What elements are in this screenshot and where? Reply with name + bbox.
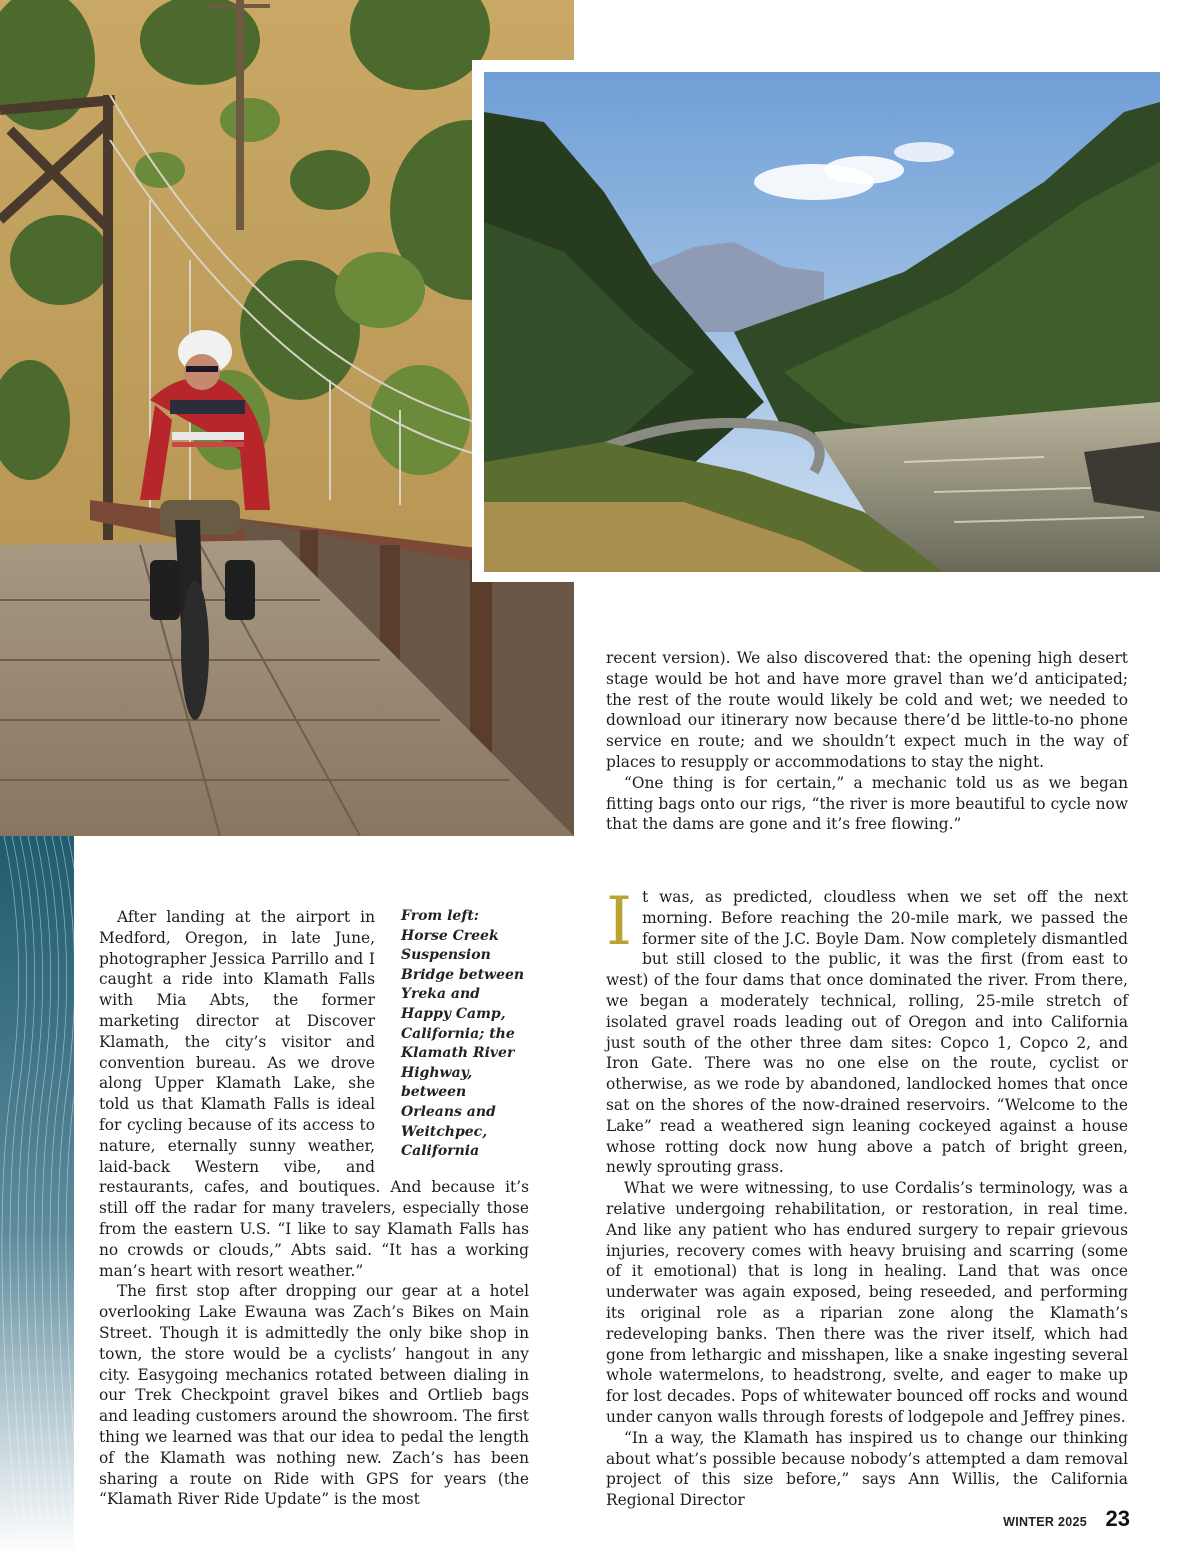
article-paragraph: “In a way, the Klamath has inspired us to change our thinking about what’s possible because nobody’s attempted a dam removal project of this size before,” says Ann Willis, the California Regional Director: [606, 1428, 1128, 1510]
article-paragraph-text: t was, as predicted, cloudless when we set off the next morning. Before reaching the 20-mile mark, we passed the former site of the J.C. Boyle Dam. Now completely dismantled but still closed to the public, it was the first (from east to west) of the four dams that once dominated the river. From there, we began a moderately technical, rolling, 25-mile stretch of isolated gravel roads leading out of Oregon and into California just south of the other three dam sites: Copco 1, Copco 2, and Iron Gate. There was no one else on the route, cyclist or otherwise, as we rode by abandoned, landlocked homes that once sat on the shores of the now-drained reservoirs. “Welcome to the Lake” read a weathered sign leaning cockeyed against a house whose rotting dock now hung above a patch of bright green, newly sprouting grass.: [606, 888, 1128, 1177]
article-paragraph: recent version). We also discovered that: the opening high desert stage would be hot and have more gravel than we’d anticipated; the rest of the route would likely be cold and wet; we needed to download our itinerary now because there’d be little-to-no phone service en route; and we shouldn’t expect much in the way of places to resupply or accommodations to stay the night.: [606, 649, 1128, 771]
river-photo: [484, 72, 1160, 572]
article-paragraph: The first stop after dropping our gear at a hotel overlooking Lake Ewauna was Zach’s Bikes on Main Street. Though it is admittedly the only bike shop in town, the store would be a cyclists’ hangout in any city. Easygoing mechanics rotated between dialing in our Trek Checkpoint gravel bikes and Ortlieb bags and leading customers around the showroom. The first thing we learned was that our idea to pedal the length of the Klamath was nothing new. Zach’s has been sharing a route on Ride with GPS for years (the “Klamath River Ride Update” is the most: [99, 1282, 529, 1509]
photo-caption: From left: Horse Creek Suspension Bridge between Yreka and Happy Camp, California; the Klamath River Highway, between Orleans and Weitchpec, California: [401, 908, 525, 1160]
article-paragraph: “One thing is for certain,” a mechanic told us as we began fitting bags onto our rigs, “the river is more beautiful to cycle now that the dams are gone and it’s free flowing.”: [606, 773, 1128, 834]
article-column-right-top: [606, 648, 1128, 835]
article-column-left: [99, 907, 529, 1510]
article-paragraph: After landing at the airport in Medford, Oregon, in late June, photographer Jessica Parrillo and I caught a ride into Klamath Falls with Mia Abts, the former marketing director at Discover Klamath, the city’s visitor and convention bureau. As we drove along Upper Klamath Lake, she told us that Klamath Falls is ideal for cycling because of its access to nature, eternally sunny weather, laid-back Western vibe, and restaurants, cafes, and boutiques. And because it’s still off the radar for many travelers, especially those from the eastern U.S. “I like to say Klamath Falls has no crowds or clouds,” Abts said. “It has a working man’s heart with resort weather.”: [99, 908, 529, 1280]
issue-label: WINTER 2025: [1003, 1515, 1087, 1529]
article-paragraph-dropcap: [606, 883, 1128, 1178]
page-number: 23: [1105, 1506, 1130, 1531]
decorative-wave-band: [0, 836, 74, 1556]
drop-cap: I: [606, 883, 633, 960]
article-column-right-bottom: [606, 883, 1128, 1511]
article-paragraph: What we were witnessing, to use Cordalis’s terminology, was a relative undergoing rehabilitation, or restoration, in real time. And like any patient who has endured surgery to repair grievous injuries, recovery comes with heavy bruising and scarring (some of it emotional) that is long in healing. Land that was once underwater was again exposed, being reseeded, and performing its original role as a riparian zone along the Klamath’s redeveloping banks. Then there was the river itself, which had gone from lethargic and misshapen, like a snake ingesting several whole watermelons, to headstrong, svelte, and eager to make up for lost decades. Pops of whitewater bounced off rocks and wound under canyon walls through forests of lodgepole and Jeffrey pines.: [606, 1179, 1128, 1426]
